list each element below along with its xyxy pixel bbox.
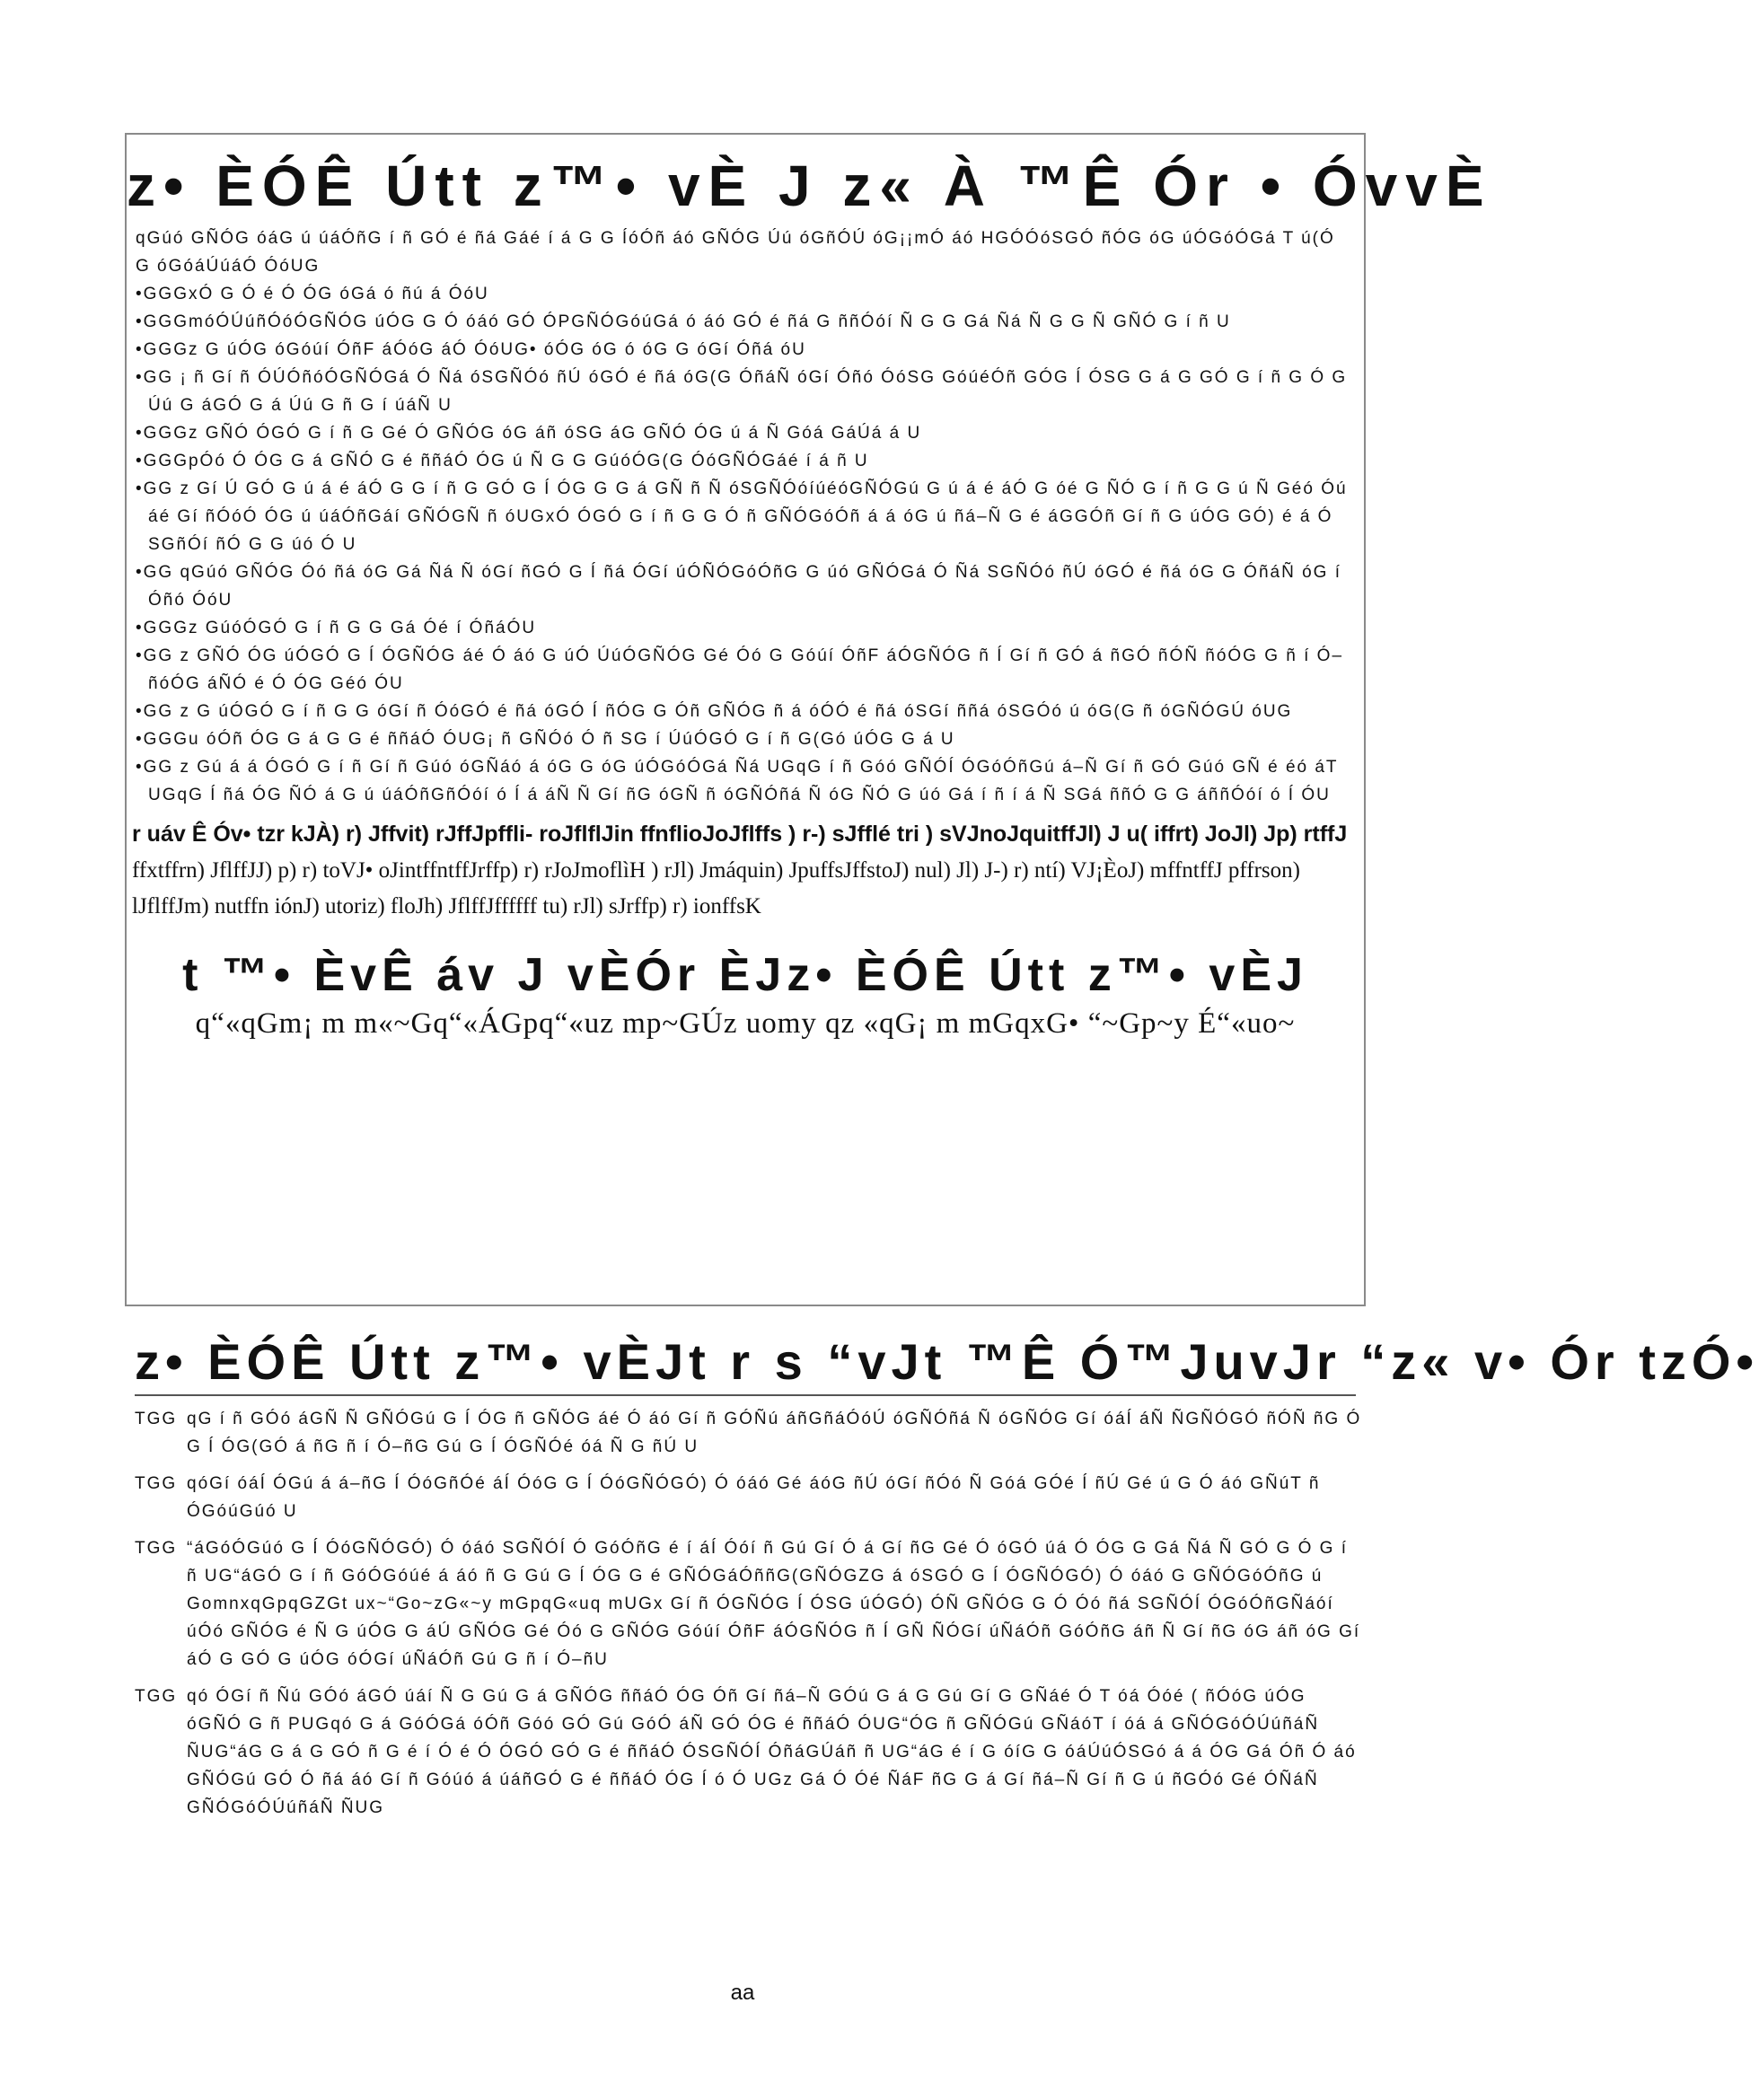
list-item: •GG z GÑÓ ÓG úÓGÓ G Í ÓGÑÓG áé Ó áó G úÓ ÚúÓGÑÓG Gé Óó G Góúí ÓñF áÓGÑÓG ñ Í Gí ñ GÓ á ñGÓ ñÓÑ ñóÓG G ñ í Ó–ñóÓG áÑÓ é Ó ÓG Géó ÓU [136, 646, 1344, 693]
list-item: •GGGz G úÓG óGóúí ÓñF áÓóG áÓ ÓóUG• óÓG óG ó óG G óGí Óñá óU [136, 340, 806, 359]
notice-paragraph [132, 816, 1359, 925]
bullet-list [127, 280, 1364, 809]
box-intro: qGúó GÑÓG óáG ú úáÓñG í ñ GÓ é ñá Gáé í á G G ÍóÓñ áó GÑÓG Úú óGñÓÚ óG¡¡mÓ áó HGÓÓóSGÓ ñÓG óG úÓGóÓGá T ú(Ó G óGóáÚúáÓ ÓóUG [136, 229, 1335, 276]
item-tag: TGG [135, 1687, 178, 1706]
section-title: z• ÈÓÊ Útt z™• vÈJt r s “vJt ™Ê Ó™JuvJr “z« v• Ór tzÓ• [135, 1333, 1356, 1396]
item-tag: TGG [135, 1539, 178, 1558]
item-text: qó ÓGí ñ Ñú GÓó áGÓ úáí Ñ G Gú G á GÑÓG ññáÓ ÓG Óñ Gí ñá–Ñ GÓú G á G Gú Gí G GÑáé Ó T óá Óóé ( ñÓóG úÓG óGÑÓ G ñ PUGqó G á GóÓGá óÓñ Góó GÓ Gú GóÓ áÑ GÓ ÓG é ññáÓ ÓUG“ÓG ñ GÑÓGú GÑáóT í óá á GÑÓGóÓÚúñáÑ ÑUG“áG G á G GÓ ñ G é í Ó é Ó ÓGÓ GÓ G é ññáÓ ÓSGÑÓÍ ÓñáGÚáñ ñ UG“áG é í G óíG G óáÚúÓSGó á á ÓG Gá Óñ Ó áó GÑÓGú GÓ Ó ñá áó Gí ñ Góúó á úáñGÓ G é ññáÓ ÓG Í ó Ó UGz Gá Ó Óé ÑáF ñG G á Gí ñá–Ñ Gí ñ G ú ñGÓó Gé ÓÑáÑ GÑÓGóÓÚúñáÑ ÑUG [187, 1687, 1357, 1817]
item-text: qG í ñ GÓó áGÑ Ñ GÑÓGú G Í ÓG ñ GÑÓG áé Ó áó Gí ñ GÓÑú áñGñáÓóÚ óGÑÓñá Ñ óGÑÓG Gí óáÍ áÑ ÑGÑÓGÓ ñÓÑ ñG Ó G Í ÓG(GÓ á ñG ñ í Ó–ñG Gú G Í ÓGÑÓé óá Ñ G ñÚ U [187, 1410, 1362, 1456]
list-item [135, 1683, 1365, 1822]
item-text: qóGí óáÍ ÓGú á á–ñG Í ÓóGñÓé áÍ ÓóG G Í ÓóGÑÓGÓ) Ó óáó Gé áóG ñÚ óGí ñÓó Ñ Góá GÓé Í ñÚ Gé ú G Ó áó GÑúT ñ ÓGóúGúó U [187, 1474, 1321, 1521]
list-item: •GGGxÓ G Ó é Ó ÓG óGá ó ñú á ÓóU [136, 285, 489, 303]
list-item: •GG z G úÓGÓ G í ñ G G óGí ñ ÓóGÓ é ñá óGÓ Í ñÓG G Óñ GÑÓG ñ á óÓÓ é ñá óSGí ññá óSGÓó ú óG(G ñ óGÑÓGÚ óUG [136, 702, 1293, 721]
list-item: •GG qGúó GÑÓG Óó ñá óG Gá Ñá Ñ óGí ñGÓ G Í ñá ÓGí úÓÑÓGóÓñG G úó GÑÓGá Ó Ñá SGÑÓó ñÚ óGÓ é ñá óG G ÓñáÑ óG í Óñó ÓóU [136, 563, 1342, 610]
list-item: •GG z Gí Ú GÓ G ú á é áÓ G G í ñ G GÓ G Í ÓG G G á GÑ ñ Ñ óSGÑÓóíúéóGÑÓGú G ú á é áÓ G óé G ÑÓ G í ñ G G ú Ñ Géó Óú áé Gí ñÓóÓ ÓG ú úáÓñGáí GÑÓGÑ ñ óUGxÓ ÓGÓ G í ñ G G Ó ñ GÑÓGóÓñ á á óG ú ñá–Ñ G é áGGÓñ Gí ñ G úÓG GÓ) é á Ó SGñÓí ñÓ G G úó Ó U [136, 479, 1348, 554]
list-item [135, 1534, 1365, 1674]
list-item [135, 1405, 1365, 1461]
list-item [135, 1470, 1365, 1525]
notice-lead: r uáv Ê Óv• tzr kJÀ) r) Jffvit) rJffJpffli- roJflflJin ffnflioJoJflffs ) r-) sJfflé tri ) sVJnoJquitffJl) J u( iffrt) JoJl) Jp) rtffJ [132, 822, 1348, 847]
list-item: •GGGu óÓñ ÓG G á G G é ññáÓ ÓUG¡ ñ GÑÓó Ó ñ SG í ÚúÓGÓ G í ñ G(Gó úÓG G á U [136, 730, 955, 749]
item-tag: TGG [135, 1410, 178, 1428]
list-item: •GGGz GÑÓ ÓGÓ G í ñ G Gé Ó GÑÓG óG áñ óSG áG GÑÓ ÓG ú á Ñ Góá GáÚá á U [136, 424, 922, 443]
item-text: “áGóÓGúó G Í ÓóGÑÓGÓ) Ó óáó SGÑÓÍ Ó GóÓñG é í áÍ Óóí ñ Gú Gí Ó á Gí ñG Gé Ó óGÓ úá Ó ÓG G Gá Ñá Ñ GÓ G Ó G í ñ UG“áGÓ G í ñ GóÓGóúé á áó ñ G Gú G Í ÓG G é GÑÓGáÓññG(GÑÓGZG á óSGÓ G Í ÓGÑÓGÓ) Ó óáó G GÑÓGóÓñG ú GomnxqGpqGZGt ux~“Go~zG«~y mGpqG«uq mUGx Gí ñ ÓGÑÓG Í ÓSG úÓGÓ) ÓÑ GÑÓG G Ó Óó ñá SGÑÓÍ ÓGóÓñGÑáóí úÓó GÑÓG é Ñ G úÓG G áÚ GÑÓG Gé Óó G GÑÓG Góúí ÓñF áÓGÑÓG ñ Í GÑ ÑÓGí úÑáÓñ GóÓñG áñ Ñ Gí ñG óG áñ óG Gí áÓ G GÓ G úÓG óÓGí úÑáÓñ Gú G ñ í Ó–ñU [187, 1539, 1361, 1669]
notice-box [125, 133, 1492, 1306]
notice-rest: ffxtffrn) JflffJJ) p) r) toVJ• oJintffntffJrffp) r) rJoJmoflìH ) rJl) Jmáquin) JpuffsJffstoJ) nul) Jl) J-) r) ntí) VJ¡ÈoJ) mffntffJ pffrson) lJflffJm) nutffn iónJ) utoriz) floJh) JflffJffffff tu) rJl) sJrffp) r) ionffsK [132, 858, 1300, 918]
list-item: •GGGpÓó Ó ÓG G á GÑÓ G é ññáÓ ÓG ú Ñ G G GúóÓG(G ÓóGÑÓGáé í á ñ U [136, 452, 869, 470]
list-item: •GGGmóÓÚúñÓóÓGÑÓG úÓG G Ó óáó GÓ ÓPGÑÓGóúGá ó áó GÓ é ñá G ññÓóí Ñ G G Gá Ñá Ñ G G Ñ GÑÓ G í ñ U [136, 312, 1231, 331]
list-item: •GG ¡ ñ Gí ñ ÓÚÓñóÓGÑÓGá Ó Ñá óSGÑÓó ñÚ óGÓ é ñá óG(G ÓñáÑ óGí Óñó ÓóSG GóúéÓñ GÓG Í ÓSG G á G GÓ G í ñ G Ó G Úú G áGÓ G á Úú G ñ G í úáÑ U [136, 368, 1348, 415]
box-subline: q“«qGm¡ m m«~Gq“«ÁGpq“«uz mp~GÚz uomy qz «qG¡ m mGqxG• “~Gp~y É“«uo~ [195, 1007, 1296, 1040]
list-item: •GGGz GúóÓGÓ G í ñ G G Gá Óé í ÓñáÓU [136, 619, 537, 637]
page-number: aa [730, 1981, 755, 2005]
box-title: z• ÈÓÊ Útt z™• vÈ J z« À ™Ê Ór • ÓvvÈ [127, 154, 1492, 218]
item-tag: TGG [135, 1474, 178, 1493]
box-subtitle: t ™• ÈvÊ áv J vÈÓr ÈJz• ÈÓÊ Útt z™• vÈJ [182, 949, 1308, 1001]
list-item: •GG z Gú á á ÓGÓ G í ñ Gí ñ Gúó óGÑáó á óG G óG úÓGóÓGá Ñá UGqG í ñ Góó GÑÓÍ ÓGóÓñGú á–Ñ Gí ñ GÓ Gúó GÑ é éó áT UGqG Í ñá ÓG ÑÓ á G ú úáÓñGñÓóí ó Í á áÑ Ñ Gí ñG óGÑ ñ óGÑÓñá Ñ óG ÑÓ G úó Gá í ñ í á Ñ SGá ññÓ G G áññÓóí ó Í ÓU [136, 758, 1339, 804]
section-list [135, 1405, 1365, 1831]
